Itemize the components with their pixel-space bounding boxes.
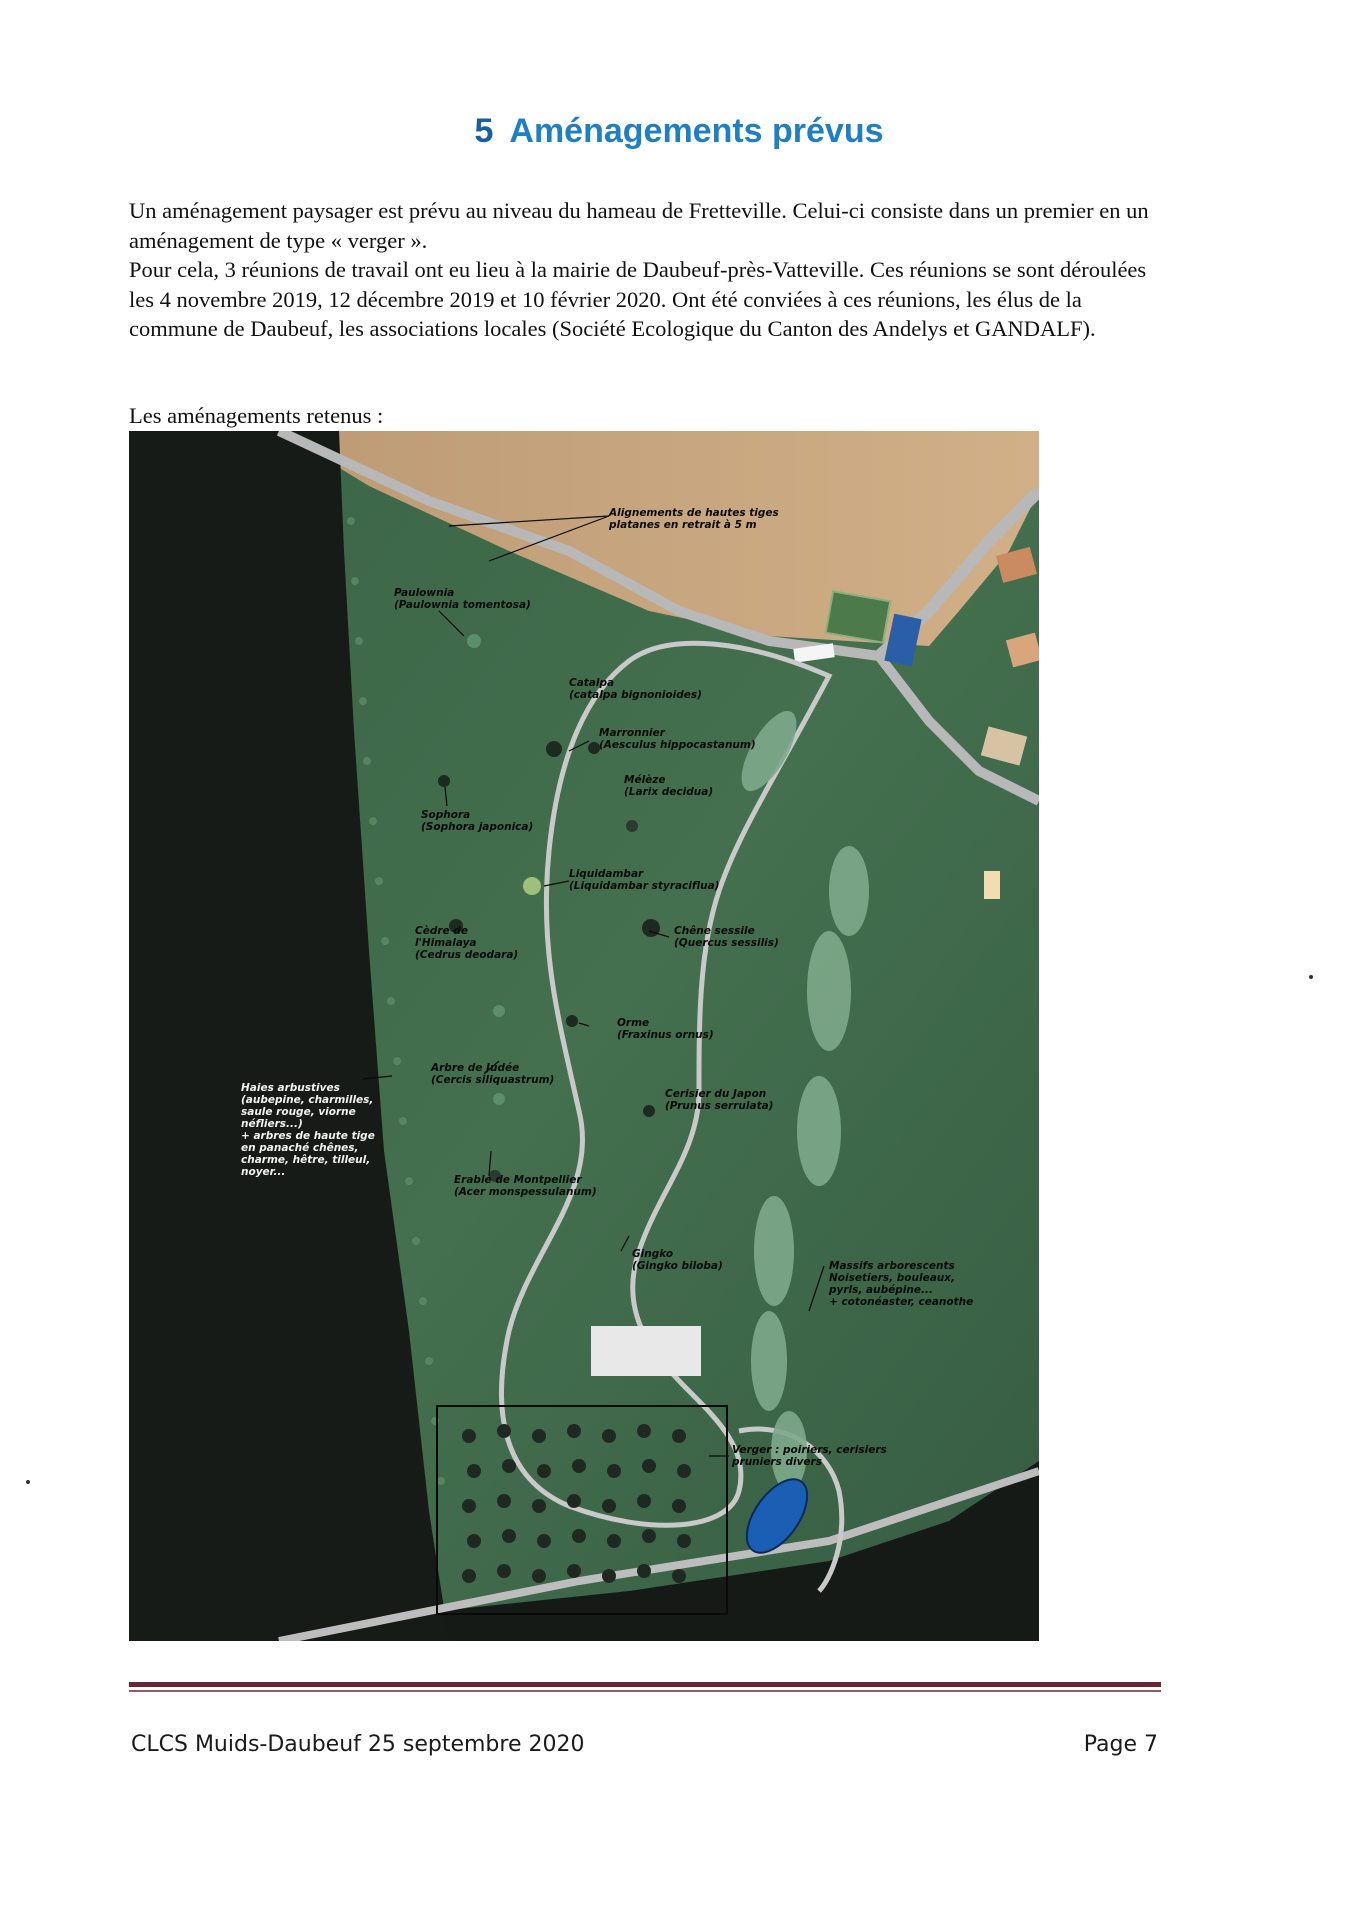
label-marronnier: Marronnier (Aesculus hippocastanum) [599,727,756,751]
label-arbre-judee: Arbre de Judée (Cercis siliquastrum) [431,1062,555,1086]
footer-left-text: CLCS Muids-Daubeuf 25 septembre 2020 [131,1732,585,1757]
page-number: Page 7 [1083,1732,1158,1757]
label-paulownia: Paulownia (Paulownia tomentosa) [394,587,531,611]
paragraph-2: Pour cela, 3 réunions de travail ont eu lieu à la mairie de Daubeuf-près-Vatteville. Ces réunions se sont déroulées les 4 novembre 2019, 12 décembre 2019 et 10 février 2020. Ont été conviées à ces réunions, les élus de la commune de Daubeuf, les associations locales (Société Ecologique du Canton des Andelys et GANDALF). [129,257,1147,341]
scan-speck [26,1480,30,1484]
footer-rule [129,1682,1161,1687]
section-heading [0,112,1358,151]
label-erable: Erable de Montpellier (Acer monspessulanum) [454,1174,597,1198]
label-chene: Chêne sessile (Quercus sessilis) [674,925,779,949]
label-meleze: Mélèze (Larix decidua) [624,774,714,798]
label-cerisier: Cerisier du Japon (Prunus serrulata) [665,1088,774,1112]
label-sophora: Sophora (Sophora japonica) [421,809,534,833]
body-text [129,196,1159,344]
section-title: Aménagements prévus [509,112,884,150]
label-haies: Haies arbustives (aubepine, charmilles, saule rouge, viorne néfliers...) + arbres de haute tige en panaché chênes, charme, hêtre, tilleul, noyer... [241,1082,375,1178]
label-liquidambar: Liquidambar (Liquidambar styraciflua) [569,868,720,892]
retenus-label: Les aménagements retenus : [129,403,384,428]
footer-rule-thin [129,1690,1161,1692]
small-building [984,871,1000,899]
green-plot [826,591,890,642]
label-cedre: Cèdre de l'Himalaya (Cedrus deodara) [415,925,519,961]
scan-speck [1309,975,1313,979]
open-area [591,1326,701,1376]
section-number: 5 [474,112,494,150]
label-verger: Verger : poiriers, cerisiers pruniers divers [732,1444,887,1468]
label-catalpa: Catalpa (catalpa bignonioides) [569,677,702,701]
label-gingko: Gingko (Gingko biloba) [632,1248,723,1272]
label-massifs: Massifs arborescents Noisetiers, bouleaux, pyrls, aubépine... + cotonéaster, ceanothe [829,1260,974,1308]
label-alignements: Alignements de hautes tiges platanes en retrait à 5 m [609,507,779,531]
paragraph-1: Un aménagement paysager est prévu au niveau du hameau de Fretteville. Celui-ci consiste dans un premier en un aménagement de type « verger ». [129,198,1149,253]
landscape-plan-image [129,431,1039,1641]
label-orme: Orme (Fraxinus ornus) [617,1017,714,1041]
